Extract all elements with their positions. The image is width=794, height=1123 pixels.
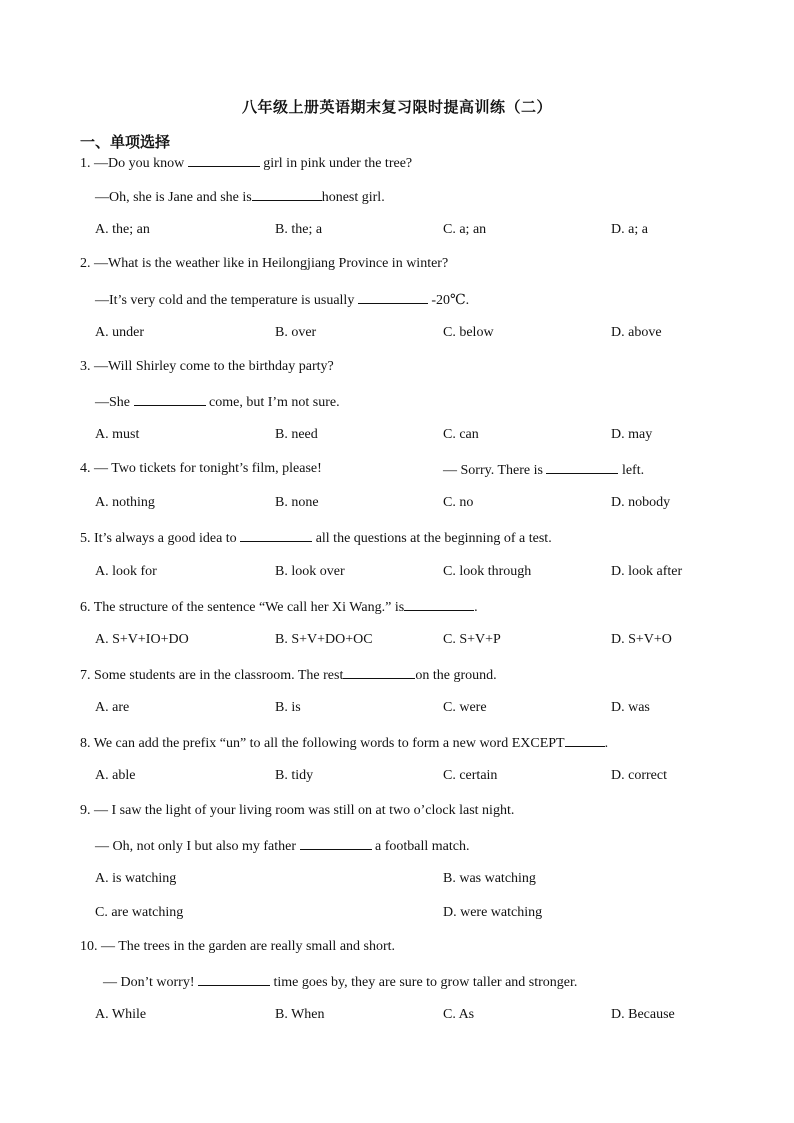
q4-option-c: C. no — [443, 495, 474, 510]
q2-option-b: B. over — [275, 325, 317, 340]
q4-option-d: D. nobody — [611, 495, 671, 510]
q7-option-d: D. was — [611, 700, 650, 715]
q10-response-end: time goes by, they are sure to grow taller and stronger. — [270, 975, 578, 990]
q5-option-d: D. look after — [611, 564, 683, 579]
section-heading: 一、单项选择 — [80, 133, 171, 151]
question-4-response — [443, 460, 644, 480]
q7-text-end: on the ground. — [415, 668, 497, 683]
question-1-text — [80, 153, 412, 173]
q5-text-end: all the questions at the beginning of a test. — [312, 531, 552, 546]
q9-response-end: a football match. — [371, 839, 470, 854]
q6-text-end: . — [474, 600, 478, 615]
q7-option-c: C. were — [443, 700, 487, 715]
answer-blank — [252, 187, 322, 201]
answer-blank — [300, 836, 372, 850]
q4-option-a: A. nothing — [95, 495, 155, 510]
question-4-text: 4. — Two tickets for tonight’s film, please! — [80, 461, 322, 476]
q1-text-end: girl in pink under the tree? — [259, 156, 413, 171]
q9-option-b: B. was watching — [443, 871, 536, 886]
q6-option-c: C. S+V+P — [443, 632, 501, 647]
q5-text-start: 5. It’s always a good idea to — [80, 531, 241, 546]
question-7-text — [80, 665, 497, 685]
q3-option-a: A. must — [95, 427, 140, 442]
q10-option-d: D. Because — [611, 1007, 675, 1022]
answer-blank — [565, 733, 605, 747]
q9-response-start: — Oh, not only I but also my father — [95, 839, 300, 854]
question-8-text — [80, 733, 608, 753]
answer-blank — [358, 290, 428, 304]
q2-option-d: D. above — [611, 325, 662, 340]
q2-response-end: -20℃. — [427, 293, 470, 308]
q6-text-start: 6. The structure of the sentence “We call her Xi Wang.” is — [80, 600, 405, 615]
q4-response-start: — Sorry. There is — [443, 463, 547, 478]
q8-option-d: D. correct — [611, 768, 667, 783]
answer-blank — [343, 665, 415, 679]
q3-option-b: B. need — [275, 427, 318, 442]
question-2-text: 2. —What is the weather like in Heilongjiang Province in winter? — [80, 256, 449, 271]
question-3-response — [95, 392, 340, 412]
q3-response-end: come, but I’m not sure. — [205, 395, 340, 410]
answer-blank — [188, 153, 260, 167]
q9-option-a: A. is watching — [95, 871, 177, 886]
q1-option-a: A. the; an — [95, 222, 150, 237]
q8-text-end: . — [604, 736, 609, 751]
question-1-response — [95, 187, 385, 207]
question-10-text: 10. — The trees in the garden are really small and short. — [80, 939, 396, 954]
q6-option-b: B. S+V+DO+OC — [275, 632, 373, 647]
q10-response-start: — Don’t worry! — [103, 975, 199, 990]
answer-blank — [404, 597, 474, 611]
question-3-text: 3. —Will Shirley come to the birthday party? — [80, 359, 334, 374]
q10-option-b: B. When — [275, 1007, 325, 1022]
q9-option-d: D. were watching — [443, 905, 543, 920]
q7-option-a: A. are — [95, 700, 130, 715]
q1-text-start: 1. —Do you know — [80, 156, 188, 171]
q5-option-a: A. look for — [95, 564, 157, 579]
answer-blank — [546, 460, 618, 474]
q8-option-c: C. certain — [443, 768, 498, 783]
q4-response-end: left. — [618, 463, 645, 478]
q8-option-a: A. able — [95, 768, 136, 783]
q9-option-c: C. are watching — [95, 905, 184, 920]
q5-option-c: C. look through — [443, 564, 532, 579]
q8-text-start: 8. We can add the prefix “un” to all the following words to form a new word EXCEPT — [80, 736, 565, 751]
q1-option-b: B. the; a — [275, 222, 323, 237]
q7-option-b: B. is — [275, 700, 301, 715]
q1-option-d: D. a; a — [611, 222, 648, 237]
question-9-response — [95, 836, 470, 856]
q6-option-d: D. S+V+O — [611, 632, 672, 647]
answer-blank — [134, 392, 206, 406]
q2-option-c: C. below — [443, 325, 494, 340]
question-10-response — [103, 972, 577, 992]
q1-response-start: —Oh, she is Jane and she is — [95, 190, 252, 205]
q10-option-a: A. While — [95, 1007, 147, 1022]
question-9-text: 9. — I saw the light of your living room was still on at two o’clock last night. — [80, 803, 515, 818]
q3-option-c: C. can — [443, 427, 479, 442]
answer-blank — [198, 972, 270, 986]
q3-option-d: D. may — [611, 427, 653, 442]
question-6-text — [80, 597, 478, 617]
q1-response-end: honest girl. — [321, 190, 385, 205]
q2-option-a: A. under — [95, 325, 144, 340]
q7-text-start: 7. Some students are in the classroom. The rest — [80, 668, 344, 683]
q1-option-c: C. a; an — [443, 222, 487, 237]
q6-option-a: A. S+V+IO+DO — [95, 632, 189, 647]
page-title: 八年级上册英语期末复习限时提高训练（二） — [241, 98, 552, 116]
q4-option-b: B. none — [275, 495, 319, 510]
q3-response-start: —She — [95, 395, 134, 410]
q10-option-c: C. As — [443, 1007, 475, 1022]
answer-blank — [240, 528, 312, 542]
question-5-text — [80, 528, 552, 548]
question-2-response — [95, 290, 469, 310]
q5-option-b: B. look over — [275, 564, 345, 579]
q8-option-b: B. tidy — [275, 768, 314, 783]
q2-response-start: —It’s very cold and the temperature is usually — [95, 293, 358, 308]
